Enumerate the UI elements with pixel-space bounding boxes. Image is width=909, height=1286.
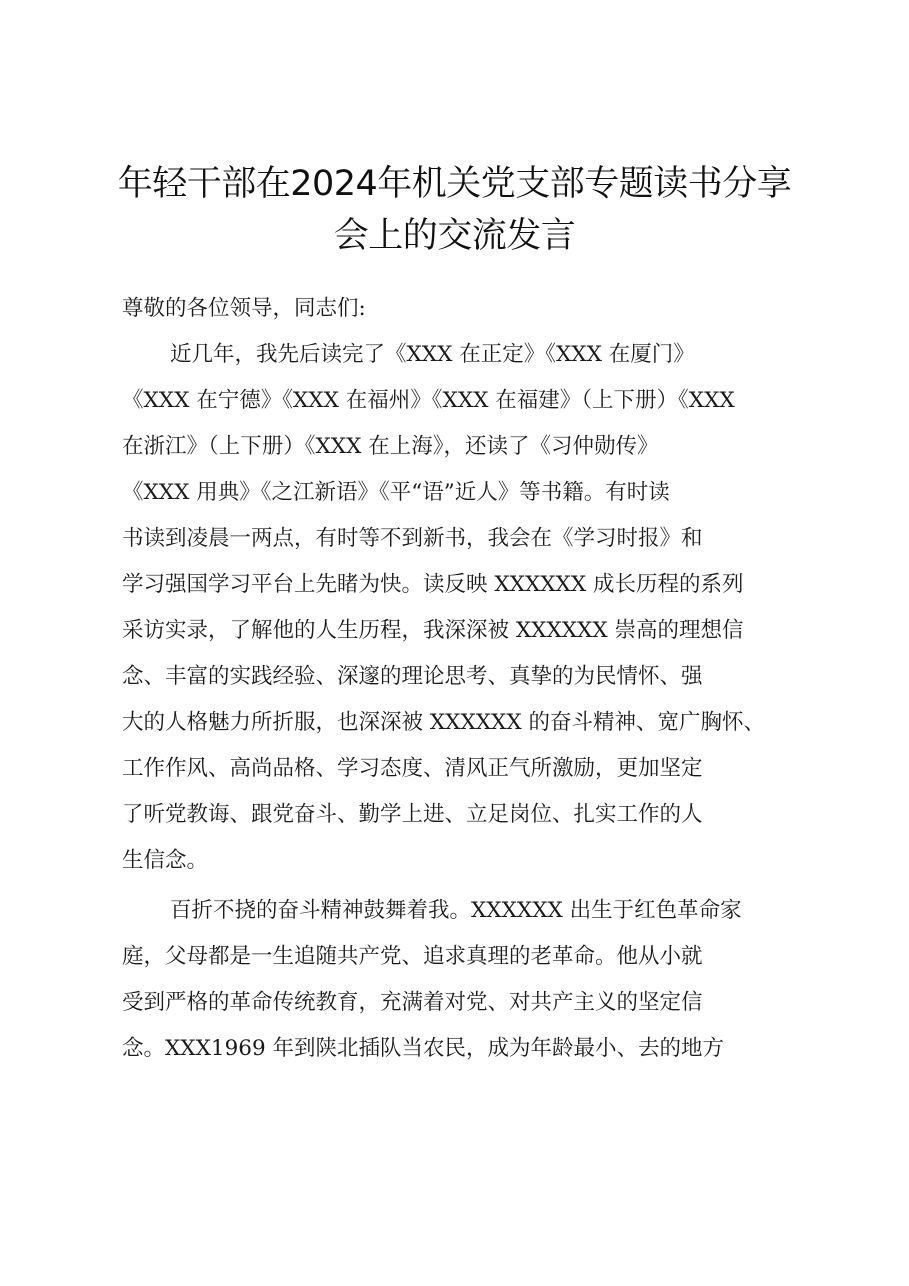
paragraph-line: 采访实录，了解他的人生历程，我深深被 XXXXXX 崇高的理想信 [122, 618, 744, 643]
paragraph-line: 近几年，我先后读完了《XXX 在正定》《XXX 在厦门》 [170, 342, 695, 367]
paragraph-line: 大的人格魅力所折服，也深深被 XXXXXX 的奋斗精神、宽广胸怀、 [122, 710, 766, 735]
title-line-2: 会上的交流发言 [333, 216, 576, 256]
paragraph-line: 《XXX 用典》《之江新语》《平“语”近人》等书籍。有时读 [122, 480, 670, 505]
paragraph-line: 工作作风、高尚品格、学习态度、清风正气所激励，更加坚定 [122, 756, 703, 781]
paragraph-line: 百折不挠的奋斗精神鼓舞着我。XXXXXX 出生于红色革命家 [170, 898, 742, 923]
paragraph-line: 了听党教诲、跟党奋斗、勤学上进、立足岗位、扎实工作的人 [122, 802, 703, 827]
greeting: 尊敬的各位领导，同志们: [122, 296, 366, 321]
paragraph-line: 书读到凌晨一两点，有时等不到新书，我会在《学习时报》和 [122, 526, 703, 551]
title-line-1: 年轻干部在2024年机关党支部专题读书分享 [117, 164, 792, 204]
paragraph-line: 念、丰富的实践经验、深邃的理论思考、真挚的为民情怀、强 [122, 664, 703, 689]
paragraph-line: 生信念。 [122, 848, 209, 873]
document-title [100, 158, 809, 262]
paragraph-line: 在浙江》（上下册）《XXX 在上海》，还读了《习仲勋传》 [122, 434, 659, 459]
paragraph-line: 庭，父母都是一生追随共产党、追求真理的老革命。他从小就 [122, 944, 703, 969]
paragraph-line: 《XXX 在宁德》《XXX 在福州》《XXX 在福建》（上下册）《XXX [122, 388, 735, 413]
paragraph-line: 受到严格的革命传统教育，充满着对党、对共产主义的坚定信 [122, 990, 703, 1015]
paragraph-line: 学习强国学习平台上先睹为快。读反映 XXXXXX 成长历程的系列 [122, 572, 744, 597]
paragraph-line: 念。XXX1969 年到陕北插队当农民，成为年龄最小、去的地方 [122, 1036, 724, 1061]
